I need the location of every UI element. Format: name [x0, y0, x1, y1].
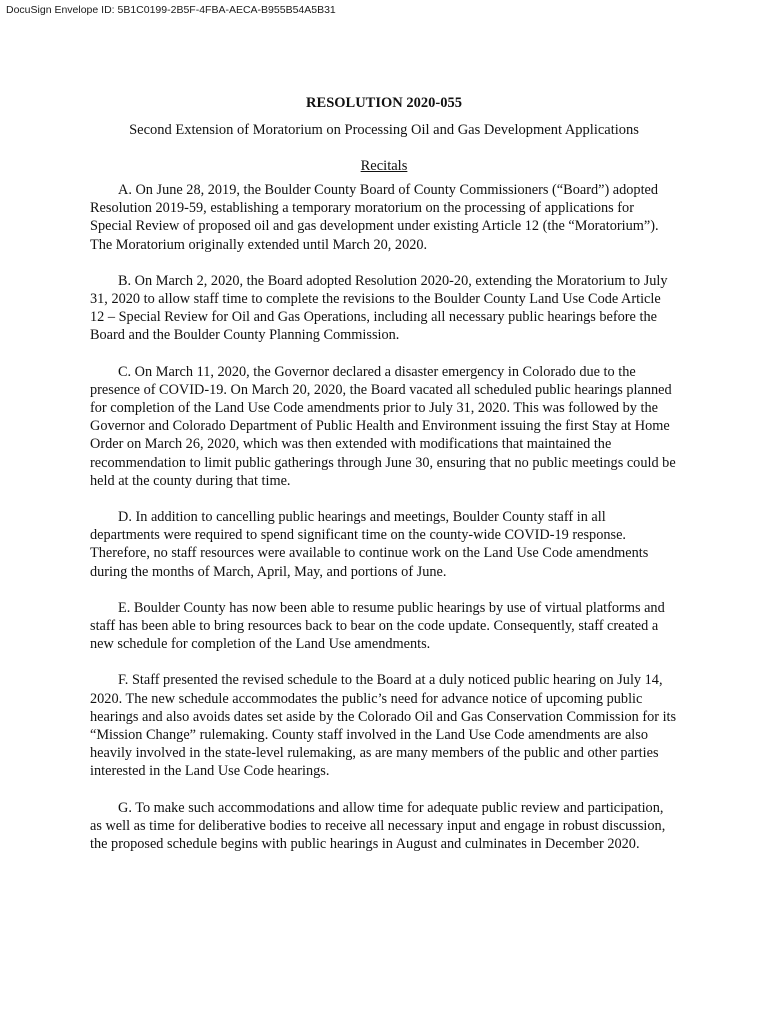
recital-paragraph-e: E. Boulder County has now been able to resume public hearings by use of virtual platforms and staff has been able to bring resources back to bear on the code update. Consequently, staff created a new schedule for completion of the Land Use amendments. — [90, 599, 665, 653]
resolution-subtitle: Second Extension of Moratorium on Processing Oil and Gas Development Applications — [129, 122, 639, 138]
recital-paragraph-a: A. On June 28, 2019, the Boulder County Board of County Commissioners (“Board”) adopted Resolution 2019-59, establishing a temporary moratorium on the processing of applications for Special Review of proposed oil and gas development under existing Article 12 (the “Moratorium”). The Moratorium originally extended until March 20, 2020. — [90, 182, 659, 253]
recital-paragraph-d: D. In addition to cancelling public hearings and meetings, Boulder County staff in all departments were required to spend significant time on the county-wide COVID-19 response. Therefore, no staff resources were available to continue work on the Land Use Code amendments during the months of March, April, May, and portions of June. — [90, 509, 649, 580]
recital-paragraph-f: F. Staff presented the revised schedule to the Board at a duly noticed public hearing on July 14, 2020. The new schedule accommodates the public’s need for advance notice of upcoming public hearings and also avoids dates set aside by the Colorado Oil and Gas Conservation Commission for its “Mission Change” rulemaking. County staff involved in the Land Use Code amendments are also heavily involved in the state-level rulemaking, as are many members of the public and other parties interested in the Land Use Code hearings. — [90, 672, 677, 780]
recital-paragraph-b: B. On March 2, 2020, the Board adopted Resolution 2020-20, extending the Moratorium to July 31, 2020 to allow staff time to complete the revisions to the Boulder County Land Use Code Article 12 – Special Review for Oil and Gas Operations, including all necessary public hearings before the Board and the Boulder County Planning Commission. — [90, 272, 668, 344]
recital-paragraph-c: C. On March 11, 2020, the Governor declared a disaster emergency in Colorado due to the presence of COVID-19. On March 20, 2020, the Board vacated all scheduled public hearings planned for completion of the Land Use Code amendments prior to July 31, 2020. This was followed by the Governor and Colorado Department of Public Health and Environment issuing the first Stay at Home Order on March 26, 2020, which was then extended with modifications that maintained the recommendation to limit public gatherings through June 30, ensuring that no public meetings could be held at the county during that time. — [90, 363, 676, 489]
recital-paragraph-g: G. To make such accommodations and allow time for adequate public review and participation, as well as time for deliberative bodies to receive all necessary input and engage in robust discussion, the proposed schedule begins with public hearings in August and culminates in December 2020. — [90, 799, 666, 853]
resolution-title: RESOLUTION 2020-055 — [306, 95, 462, 111]
recitals-heading: Recitals — [360, 158, 408, 174]
document-page — [90, 92, 678, 853]
docusign-envelope-id: DocuSign Envelope ID: 5B1C0199-2B5F-4FBA-AECA-B955B54A5B31 — [6, 4, 336, 16]
